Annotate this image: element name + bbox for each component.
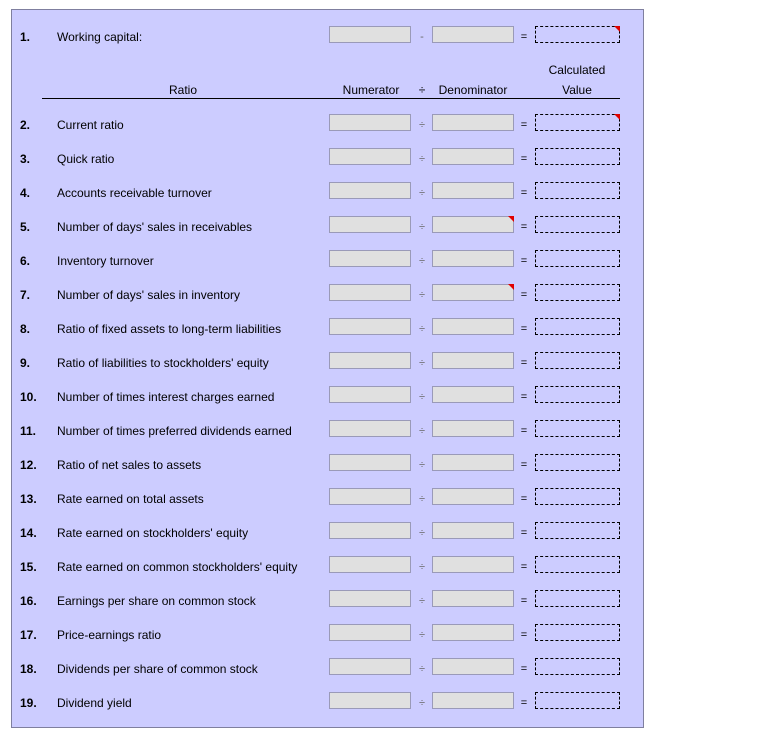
denominator-input[interactable] <box>432 420 514 437</box>
row-number: 10. <box>20 390 37 404</box>
numerator-input[interactable] <box>329 148 411 165</box>
denominator-input[interactable] <box>432 148 514 165</box>
calculated-value-output[interactable] <box>535 386 620 403</box>
denominator-input[interactable] <box>432 182 514 199</box>
equals-operator: = <box>520 323 528 335</box>
ratio-label: Quick ratio <box>57 152 115 166</box>
row-number: 15. <box>20 560 37 574</box>
calculated-value-output[interactable] <box>535 250 620 267</box>
denominator-input[interactable] <box>432 522 514 539</box>
equals-operator: = <box>520 357 528 369</box>
calculated-value-output[interactable] <box>535 182 620 199</box>
equals-operator: = <box>520 289 528 301</box>
divide-operator: ÷ <box>418 527 426 539</box>
numerator-input[interactable] <box>329 454 411 471</box>
divide-operator: ÷ <box>418 221 426 233</box>
ratio-label: Number of times interest charges earned <box>57 390 275 404</box>
equals-operator: = <box>520 153 528 165</box>
ratio-label: Price-earnings ratio <box>57 628 162 642</box>
ratio-label: Accounts receivable turnover <box>57 186 212 200</box>
numerator-input[interactable] <box>329 352 411 369</box>
working-capital-label: Working capital: <box>57 30 143 44</box>
equals-operator: = <box>520 119 528 131</box>
equals-operator: = <box>520 31 528 43</box>
divide-operator: ÷ <box>418 187 426 199</box>
divide-operator: ÷ <box>418 425 426 437</box>
denominator-input[interactable] <box>432 284 514 301</box>
equals-operator: = <box>520 255 528 267</box>
denominator-input[interactable] <box>432 216 514 233</box>
ratio-label: Rate earned on total assets <box>57 492 204 506</box>
ratio-label: Ratio of net sales to assets <box>57 458 202 472</box>
denominator-input[interactable] <box>432 590 514 607</box>
ratio-label: Number of times preferred dividends earned <box>57 424 292 438</box>
calculated-value-output[interactable] <box>535 216 620 233</box>
denominator-input[interactable] <box>432 658 514 675</box>
numerator-input[interactable] <box>329 318 411 335</box>
numerator-input[interactable] <box>329 556 411 573</box>
numerator-input[interactable] <box>329 114 411 131</box>
row-number: 13. <box>20 492 37 506</box>
numerator-input[interactable] <box>329 692 411 709</box>
calculated-value-output[interactable] <box>535 522 620 539</box>
calculated-value-output[interactable] <box>535 454 620 471</box>
divide-operator: ÷ <box>418 255 426 267</box>
ratio-label: Rate earned on common stockholders' equity <box>57 560 298 574</box>
ratio-label: Number of days' sales in receivables <box>57 220 253 234</box>
ratio-label: Inventory turnover <box>57 254 154 268</box>
ratio-label: Dividend yield <box>57 696 132 710</box>
numerator-input[interactable] <box>329 386 411 403</box>
row-number: 18. <box>20 662 37 676</box>
working-capital-current-assets-input[interactable] <box>329 26 411 43</box>
ratio-label: Ratio of liabilities to stockholders' equity <box>57 356 269 370</box>
numerator-input[interactable] <box>329 658 411 675</box>
row-number: 9. <box>20 356 31 370</box>
calculated-value-output[interactable] <box>535 352 620 369</box>
divide-operator: ÷ <box>418 289 426 301</box>
denominator-input[interactable] <box>432 692 514 709</box>
calculated-value-output[interactable] <box>535 556 620 573</box>
divide-operator: ÷ <box>418 119 426 131</box>
equals-operator: = <box>520 527 528 539</box>
divide-operator: ÷ <box>418 629 426 641</box>
calculated-value-output[interactable] <box>535 148 620 165</box>
numerator-input[interactable] <box>329 182 411 199</box>
calculated-value-output[interactable] <box>535 692 620 709</box>
row-number: 5. <box>20 220 31 234</box>
row-number: 2. <box>20 118 31 132</box>
working-capital-value-output[interactable] <box>535 26 620 43</box>
header-value: Value <box>562 83 592 97</box>
numerator-input[interactable] <box>329 216 411 233</box>
divide-operator: ÷ <box>418 323 426 335</box>
divide-operator: ÷ <box>418 595 426 607</box>
working-capital-current-liabilities-input[interactable] <box>432 26 514 43</box>
row-number: 8. <box>20 322 31 336</box>
numerator-input[interactable] <box>329 590 411 607</box>
row-number: 11. <box>20 424 37 438</box>
equals-operator: = <box>520 459 528 471</box>
denominator-input[interactable] <box>432 318 514 335</box>
row-number: 19. <box>20 696 37 710</box>
equals-operator: = <box>520 663 528 675</box>
row-number: 17. <box>20 628 37 642</box>
numerator-input[interactable] <box>329 250 411 267</box>
divide-operator: ÷ <box>418 561 426 573</box>
divide-operator: ÷ <box>418 459 426 471</box>
denominator-input[interactable] <box>432 352 514 369</box>
ratio-label: Ratio of fixed assets to long-term liabilities <box>57 322 282 336</box>
calculated-value-output[interactable] <box>535 318 620 335</box>
ratio-label: Earnings per share on common stock <box>57 594 256 608</box>
equals-operator: = <box>520 595 528 607</box>
numerator-input[interactable] <box>329 488 411 505</box>
ratio-label: Dividends per share of common stock <box>57 662 258 676</box>
row-number: 6. <box>20 254 31 268</box>
equals-operator: = <box>520 493 528 505</box>
calculated-value-output[interactable] <box>535 284 620 301</box>
row-number: 1. <box>20 30 31 44</box>
divide-operator: ÷ <box>418 153 426 165</box>
ratio-label: Current ratio <box>57 118 124 132</box>
row-number: 7. <box>20 288 31 302</box>
equals-operator: = <box>520 391 528 403</box>
calculated-value-output[interactable] <box>535 658 620 675</box>
calculated-value-output[interactable] <box>535 488 620 505</box>
calculated-value-output[interactable] <box>535 420 620 437</box>
calculated-value-output[interactable] <box>535 114 620 131</box>
row-number: 14. <box>20 526 37 540</box>
header-ratio: Ratio <box>168 83 197 97</box>
row-number: 4. <box>20 186 31 200</box>
row-number: 3. <box>20 152 31 166</box>
denominator-input[interactable] <box>432 624 514 641</box>
equals-operator: = <box>520 187 528 199</box>
divide-operator: ÷ <box>418 697 426 709</box>
equals-operator: = <box>520 221 528 233</box>
equals-operator: = <box>520 697 528 709</box>
calculated-value-output[interactable] <box>535 590 620 607</box>
numerator-input[interactable] <box>329 420 411 437</box>
numerator-input[interactable] <box>329 284 411 301</box>
divide-operator: ÷ <box>418 493 426 505</box>
divide-operator: ÷ <box>418 357 426 369</box>
numerator-input[interactable] <box>329 522 411 539</box>
calculated-value-output[interactable] <box>535 624 620 641</box>
divide-operator: ÷ <box>418 391 426 403</box>
row-number: 16. <box>20 594 37 608</box>
minus-operator: - <box>420 31 424 43</box>
numerator-input[interactable] <box>329 624 411 641</box>
denominator-input[interactable] <box>432 488 514 505</box>
header-denominator: Denominator <box>438 83 508 97</box>
header-calculated: Calculated <box>548 63 606 77</box>
divide-operator: ÷ <box>418 663 426 675</box>
denominator-input[interactable] <box>432 386 514 403</box>
header-numerator: Numerator <box>342 83 400 97</box>
ratio-label: Rate earned on stockholders' equity <box>57 526 249 540</box>
denominator-input[interactable] <box>432 114 514 131</box>
denominator-input[interactable] <box>432 250 514 267</box>
denominator-input[interactable] <box>432 454 514 471</box>
equals-operator: = <box>520 561 528 573</box>
equals-operator: = <box>520 629 528 641</box>
header-divide: ÷ <box>418 83 426 97</box>
ratio-label: Number of days' sales in inventory <box>57 288 241 302</box>
row-number: 12. <box>20 458 37 472</box>
equals-operator: = <box>520 425 528 437</box>
denominator-input[interactable] <box>432 556 514 573</box>
header-divider <box>42 98 620 99</box>
